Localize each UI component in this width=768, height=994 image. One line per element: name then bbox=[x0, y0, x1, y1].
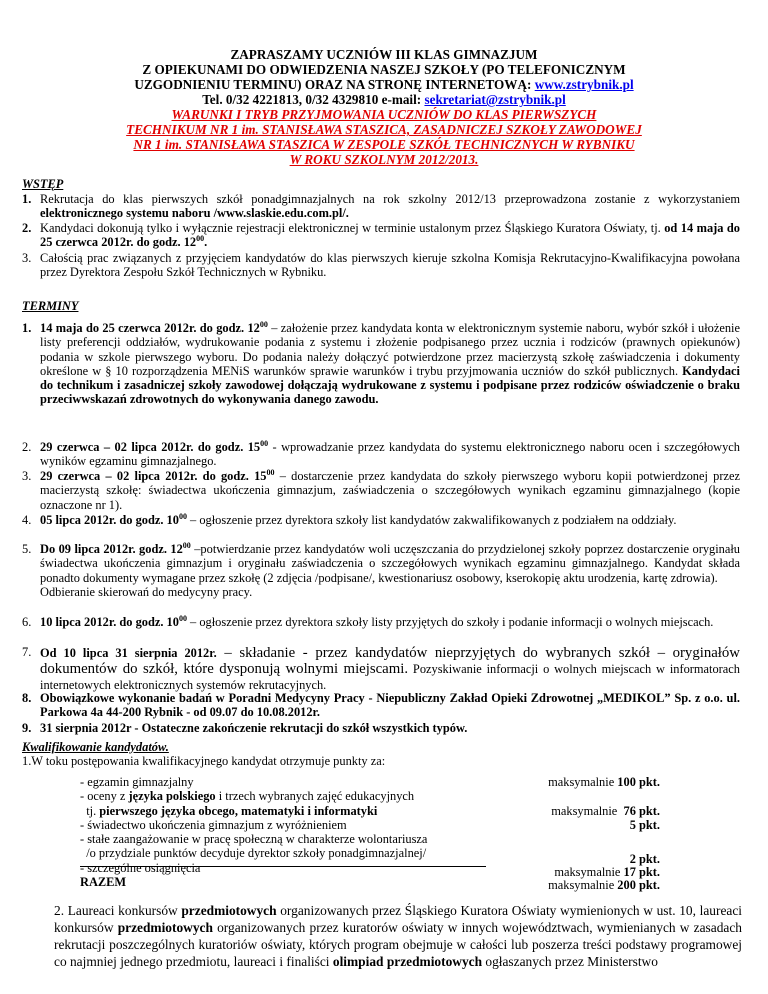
points-row bbox=[80, 860, 660, 879]
points-row bbox=[80, 789, 660, 803]
title-line-3: NR 1 im. STANISŁAWA STASZICA W ZESPOLE SZKÓŁ TECHNICZNYCH W RYBNIKU bbox=[133, 137, 635, 152]
points-value: maksymalnie 100 pkt. bbox=[548, 775, 660, 789]
points-table bbox=[80, 775, 660, 893]
points-value: maksymalnie 200 pkt. bbox=[548, 878, 660, 893]
points-value: maksymalnie 17 pkt. bbox=[554, 864, 660, 879]
wstep-heading: WSTĘP bbox=[22, 177, 64, 191]
title-line-4: W ROKU SZKOLNYM 2012/2013. bbox=[289, 152, 479, 167]
item-text: 29 czerwca – 02 lipca 2012r. do godz. $15^{00}$ – dostarczenie przez kandydata do szkoły pierwszego wyboru kopii potwierdzonej przez macierzystą szkołę: świadectwa ukończenia gimnazjum, zaświadczenia o szczegółowych wynikach egzaminu gimnazjalnego (kopie oznaczone nr 1). bbox=[40, 468, 740, 512]
item-text: Kandydaci dokonują tylko i wyłącznie rejestracji elektronicznej w terminie ustalonym przez Śląskiego Kuratora Oświaty, tj. od 14 maja do 25 czerwca 2012r. do godz. $12^{00}$. bbox=[40, 221, 740, 250]
item-text: Rekrutacja do klas pierwszych szkół ponadgimnazjalnych na rok szkolny 2012/13 przeprowadzona zostanie z wykorzystaniem elektronicznego systemu naboru /www.slaskie.edu.com.pl/. bbox=[40, 192, 740, 221]
item-number: 1. bbox=[22, 192, 32, 206]
website-link[interactable]: www.zstrybnik.pl bbox=[534, 77, 634, 92]
points-value: 2 pkt. bbox=[629, 852, 660, 867]
points-row bbox=[80, 832, 660, 846]
item-number: 3. bbox=[22, 251, 32, 265]
item-text: 14 maja do 25 czerwca 2012r. do godz. $12^{00}$ – założenie przez kandydata konta w elektronicznym systemie naboru, wybór szkół i ułożenie listy preferencji oddziałów, wydrukowanie podania z systemu i złożenie podpisanego przez ucznia i rodziców (prawnych opiekunów) podania w szkole pierwszego wyboru. Do podania należy dołączyć potwierdzone przez macierzystą szkołę zaświadczenia i dokumenty określone w § 10 rozporządzenia MENiS warunków sprawie warunków i trybu przyjmowania uczniów do szkół publicznych. Kandydaci do technikum i zasadniczej szkoły zawodowej dołączają wydrukowane z systemu i podpisane przez rodziców oświadczenie o braku przeciwwskazań zdrowotnych do wykonywania danego zawodu. bbox=[40, 320, 740, 407]
divider-line bbox=[80, 866, 486, 867]
points-row bbox=[80, 818, 660, 832]
title-line-2: TECHNIKUM NR 1 im. STANISŁAWA STASZICA, ZASADNICZEJ SZKOŁY ZAWODOWEJ bbox=[126, 122, 642, 137]
kwalifikowanie-heading: Kwalifikowanie kandydatów. bbox=[22, 740, 169, 754]
item-number: 8. bbox=[22, 691, 32, 705]
item-text: 10 lipca 2012r. do godz. $10^{00}$ – ogłoszenie przez dyrektora szkoły listy przyjętych do szkoły i podanie informacji o wolnych miejscach. bbox=[40, 614, 714, 629]
item-number: 2. bbox=[22, 440, 32, 454]
item-text: 29 czerwca – 02 lipca 2012r. do godz. $15^{00}$ - wprowadzanie przez kandydata do systemu elektronicznego naboru ocen i szczegółowych wyników egzaminu gimnazjalnego. bbox=[40, 439, 740, 469]
item-number: 6. bbox=[22, 615, 32, 629]
item-text: Całością prac związanych z przyjęciem kandydatów do klas pierwszych kieruje szkolna Komisja Rekrutacyjno-Kwalifikacyjna powołana przez Dyrektora Zespołu Szkół Technicznych w Rybniku. bbox=[40, 251, 740, 280]
header-line-3: UZGODNIENIU TERMINU) ORAZ NA STRONĘ INTERNETOWĄ: www.zstrybnik.pl bbox=[134, 77, 634, 92]
title-line-1: WARUNKI I TRYB PRZYJMOWANIA UCZNIÓW DO KLAS PIERWSZYCH bbox=[171, 107, 597, 122]
points-label: - egzamin gimnazjalny bbox=[80, 775, 194, 789]
kwalifikowanie-intro bbox=[22, 754, 742, 768]
header-line-4: Tel. 0/32 4221813, 0/32 4329810 e-mail: sekretariat@zstrybnik.pl bbox=[202, 92, 566, 107]
item-number: 5. bbox=[22, 542, 32, 556]
points-value: maksymalnie 76 pkt. bbox=[551, 803, 660, 818]
points-row bbox=[80, 775, 660, 789]
points-label: - szczególne osiągnięcia bbox=[80, 860, 201, 875]
points-row bbox=[80, 846, 660, 867]
intro-text: 1.W toku postępowania kwalifikacyjnego kandydat otrzymuje punkty za: bbox=[22, 754, 386, 768]
points-row bbox=[80, 804, 660, 818]
item-number: 2. bbox=[22, 221, 32, 235]
points-row-total bbox=[80, 875, 660, 893]
points-label: - świadectwo ukończenia gimnazjum z wyróżnieniem bbox=[80, 817, 347, 832]
points-label: - oceny z języka polskiego i trzech wybranych zajęć edukacyjnych bbox=[80, 789, 415, 804]
item-number: 1. bbox=[22, 321, 32, 335]
item-text: Od 10 lipca 31 sierpnia 2012r. – składanie - przez kandydatów nieprzyjętych do wybranych szkół – oryginałów dokumentów do szkół, które dysponują wolnymi miejscami. Pozyskiwanie informacji o wolnych miejscach w informatorach internetowych elektronicznych systemów rekrutacyjnych. bbox=[40, 645, 741, 692]
email-link[interactable]: sekretariat@zstrybnik.pl bbox=[424, 92, 566, 107]
item-text: Do 09 lipca 2012r. godz. $12^{00}$ –potwierdzanie przez kandydatów woli uczęszczania do przydzielonej szkoły poprzez dostarczenie oryginału świadectwa ukończenia gimnazjum i oryginału zaświadczenia o szczegółowych wynikach egzaminu gimnazjalnego. Kandydat składa ponadto dokumenty wymagane przez szkołę (2 zdjęcia /podpisane/, kwestionariusz osobowy, kserokopię aktu urodzenia, kartę zdrowia). Odbieranie skierowań do medycyny pracy. bbox=[40, 541, 740, 599]
header-line-1: ZAPRASZAMY UCZNIÓW III KLAS GIMNAZJUM bbox=[230, 47, 538, 62]
points-label: /o przydziale punktów decyduje dyrektor szkoły ponadgimnazjalnej/ bbox=[80, 846, 427, 861]
item-text: 31 sierpnia 2012r - Ostateczne zakończenie rekrutacji do szkół wszystkich typów. bbox=[40, 721, 468, 735]
points-label: RAZEM bbox=[80, 875, 127, 890]
item-number: 4. bbox=[22, 513, 32, 527]
terminy-heading: TERMINY bbox=[22, 299, 79, 313]
item-text: 05 lipca 2012r. do godz. $10^{00}$ – ogłoszenie przez dyrektora szkoły list kandydatów zakwalifikowanych z podziałem na oddziały. bbox=[40, 512, 677, 527]
item-number: 7. bbox=[22, 645, 32, 659]
points-label: - stałe zaangażowanie w pracę społeczną w charakterze wolontariusza bbox=[80, 832, 428, 847]
points-value: 5 pkt. bbox=[629, 817, 660, 832]
item-number: 3. bbox=[22, 469, 32, 483]
item-text: Obowiązkowe wykonanie badań w Poradni Medycyny Pracy - Niepubliczny Zakład Opieki Zdrowotnej „MEDIKOL” Sp. z o.o. ul. Parkowa 4a 44-200 Rybnik - od 09.07 do 10.08.2012r. bbox=[40, 691, 740, 720]
header-line-2: Z OPIEKUNAMI DO ODWIEDZENIA NASZEJ SZKOŁY (PO TELEFONICZNYM bbox=[142, 62, 626, 77]
item-number: 9. bbox=[22, 721, 32, 735]
points-label: tj. pierwszego języka obcego, matematyki i informatyki bbox=[80, 803, 378, 818]
paragraph-laureaci: 2. Laureaci konkursów przedmiotowych organizowanych przez Śląskiego Kuratora Oświaty wymienionych w ust. 10, laureaci konkursów przedmiotowych organizowanych przez kuratorów oświaty w innych województwach, wymienianych w zasadach rekrutacji poszczególnych kuratoriów oświaty, których program obejmuje w całości lub poszerza treści podstawy programowej co najmniej jednego przedmiotu, laureaci i finaliści olimpiad przedmiotowych ogłaszanych przez Ministerstwo bbox=[54, 903, 742, 969]
document-header bbox=[40, 47, 728, 167]
